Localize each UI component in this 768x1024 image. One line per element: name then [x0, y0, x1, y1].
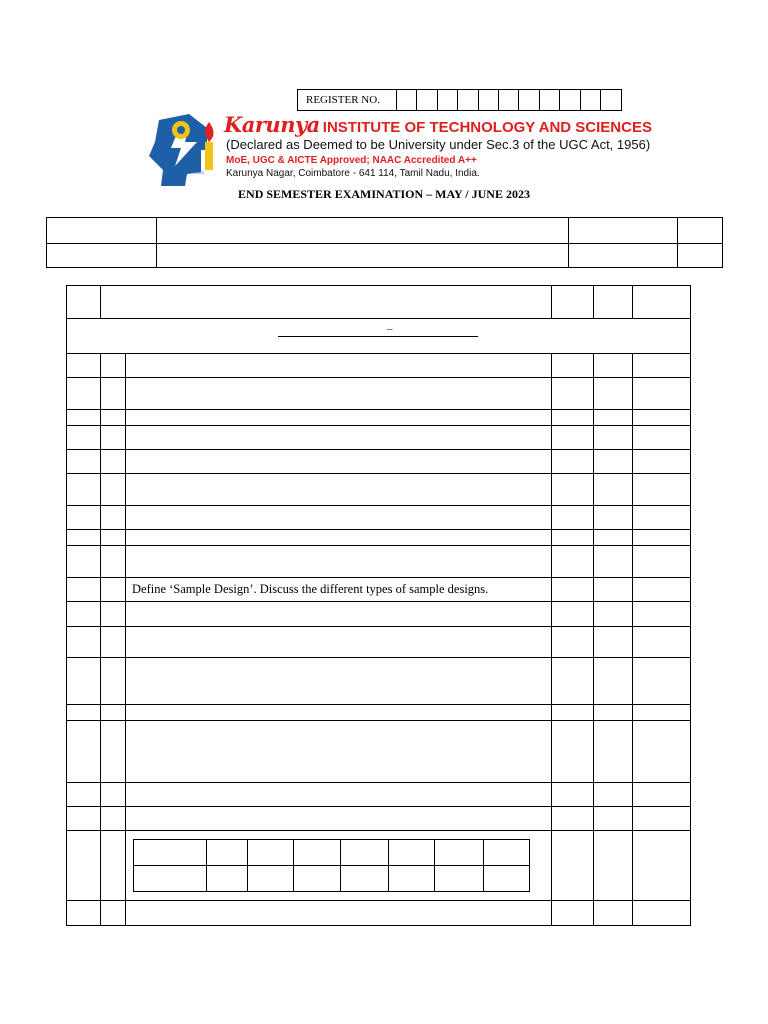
question-row	[67, 627, 691, 658]
institute-address: Karunya Nagar, Coimbatore - 641 114, Tamil Nadu, India.	[226, 168, 480, 179]
question-text	[126, 783, 552, 807]
question-row	[67, 506, 691, 530]
question-text	[126, 627, 552, 658]
register-digit-cell	[601, 90, 621, 110]
question-row	[67, 410, 691, 426]
exam-title: END SEMESTER EXAMINATION – MAY / JUNE 2023	[238, 187, 530, 201]
question-row	[67, 901, 691, 926]
course-info-cell	[47, 244, 157, 268]
question-row	[67, 783, 691, 807]
register-digit-cell	[581, 90, 601, 110]
question-text	[126, 705, 552, 721]
question-row	[67, 721, 691, 783]
register-digit-cell	[560, 90, 580, 110]
question-text	[126, 354, 552, 378]
institute-name-rest: INSTITUTE OF TECHNOLOGY AND SCIENCES	[322, 119, 652, 136]
question-text	[126, 530, 552, 546]
question-row	[67, 530, 691, 546]
question-row	[67, 602, 691, 627]
header-cell	[552, 286, 594, 319]
question-text	[126, 901, 552, 926]
register-number-box	[297, 89, 622, 111]
data-table-row	[134, 866, 530, 892]
register-digit-cell	[479, 90, 499, 110]
question-row	[67, 705, 691, 721]
header-cell	[633, 286, 691, 319]
register-digit-cell	[397, 90, 417, 110]
question-row	[67, 807, 691, 831]
university-logo	[145, 108, 225, 188]
register-digit-cell	[438, 90, 458, 110]
question-row	[67, 450, 691, 474]
data-table-row	[134, 840, 530, 866]
question-row	[67, 546, 691, 578]
question-text	[126, 721, 552, 783]
course-info-row	[47, 218, 723, 244]
question-row	[67, 426, 691, 450]
frequency-data-table	[133, 839, 530, 892]
question-row	[67, 474, 691, 506]
question-text	[126, 426, 552, 450]
question-row	[67, 578, 691, 602]
institute-brand: Karunya	[224, 112, 320, 137]
question-row	[67, 354, 691, 378]
course-info-cell	[157, 244, 569, 268]
header-cell	[67, 286, 101, 319]
part-header-cell	[67, 319, 691, 354]
course-info-row	[47, 244, 723, 268]
question-table	[66, 285, 691, 926]
institute-name	[224, 112, 652, 137]
question-row	[67, 658, 691, 705]
course-info-cell	[47, 218, 157, 244]
institute-declaration: (Declared as Deemed to be University under Sec.3 of the UGC Act, 1956)	[226, 137, 651, 152]
course-info-table	[46, 217, 723, 268]
question-text	[126, 506, 552, 530]
course-info-cell	[678, 218, 723, 244]
part-title-dash: –	[387, 323, 393, 335]
register-digit-cell	[458, 90, 478, 110]
register-digit-cell	[540, 90, 560, 110]
register-digit-cell	[519, 90, 539, 110]
course-info-cell	[569, 218, 678, 244]
register-number-label: REGISTER NO.	[298, 90, 397, 110]
question-text	[126, 602, 552, 627]
question-row	[67, 831, 691, 901]
question-text	[126, 658, 552, 705]
question-text	[126, 546, 552, 578]
question-text	[126, 410, 552, 426]
question-text: Define ‘Sample Design’. Discuss the different types of sample designs.	[126, 578, 552, 602]
part-header-row	[67, 319, 691, 354]
institute-approvals: MoE, UGC & AICTE Approved; NAAC Accredited A++	[226, 155, 477, 166]
question-row	[67, 378, 691, 410]
register-digit-cell	[417, 90, 437, 110]
question-text	[126, 378, 552, 410]
course-info-cell	[678, 244, 723, 268]
course-info-cell	[569, 244, 678, 268]
course-info-cell	[157, 218, 569, 244]
table-header-row	[67, 286, 691, 319]
svg-text:APPLIED: APPLIED	[187, 170, 204, 175]
question-text	[126, 450, 552, 474]
header-cell	[594, 286, 633, 319]
question-data-cell	[126, 831, 552, 901]
part-title-underline	[278, 336, 478, 337]
question-text	[126, 474, 552, 506]
register-digit-cell	[499, 90, 519, 110]
question-text	[126, 807, 552, 831]
header-cell	[101, 286, 552, 319]
